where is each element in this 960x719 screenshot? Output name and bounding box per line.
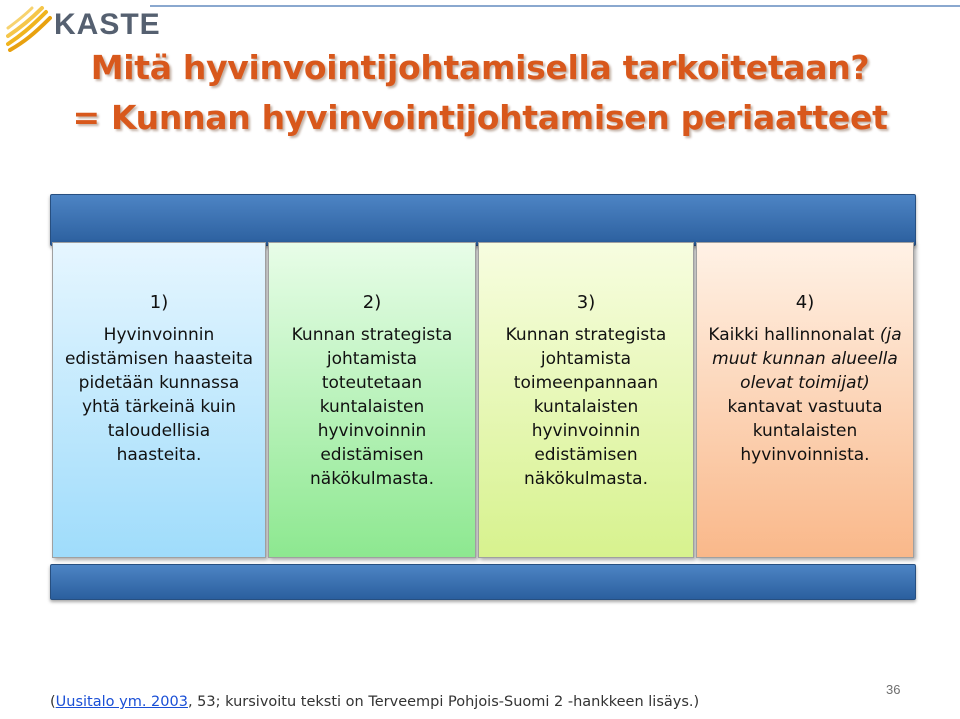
principle-text [697,323,913,467]
principle-column-3 [478,242,694,558]
logo-text: KASTE [54,8,161,41]
principle-column-1 [52,242,266,558]
header-rule [150,5,960,7]
panel-bottom-bar [50,564,916,600]
page-number: 36 [886,682,901,697]
citation-paren: ( [50,694,56,710]
page-title-line-2: = Kunnan hyvinvointijohtamisen periaatteet [72,98,888,137]
principles-panel [50,194,916,602]
principles-columns [52,242,914,562]
principle-text-italic: (ja muut kunnan alueella olevat toimijat) [712,325,902,393]
principle-text: Kunnan strategista johtamista toimeenpannaan kuntalaisten hyvinvoinnin edistämisen näkökulmasta. [505,325,667,489]
citation-text: , 53; kursivoitu teksti on Terveempi Pohjois-Suomi 2 -hankkeen lisäys.) [187,694,700,710]
page-title-line-1: Mitä hyvinvointijohtamisella tarkoitetaan? [90,48,870,87]
principle-text: Kunnan strategista johtamista toteutetaan kuntalaisten hyvinvoinnin edistämisen näkökulmasta. [291,325,453,489]
kaste-logo [6,6,161,52]
principle-number: 2) [362,292,382,313]
panel-top-bar [50,194,916,246]
principle-number: 1) [149,292,169,313]
principle-text-end: kantavat vastuuta kuntalaisten hyvinvoinnista. [727,397,883,465]
kaste-logo-icon [6,6,52,52]
principle-text-start: Kaikki hallinnonalat [708,325,875,345]
principle-text: Hyvinvoinnin edistämisen haasteita pidetään kunnassa yhtä tärkeinä kuin taloudellisia haasteita. [64,325,254,465]
principle-number: 4) [795,292,815,313]
citation-footer [50,694,699,710]
citation-link[interactable]: Uusitalo ym. 2003 [55,694,188,710]
principle-column-4 [696,242,914,558]
principle-column-2 [268,242,476,558]
principle-number: 3) [576,292,596,313]
